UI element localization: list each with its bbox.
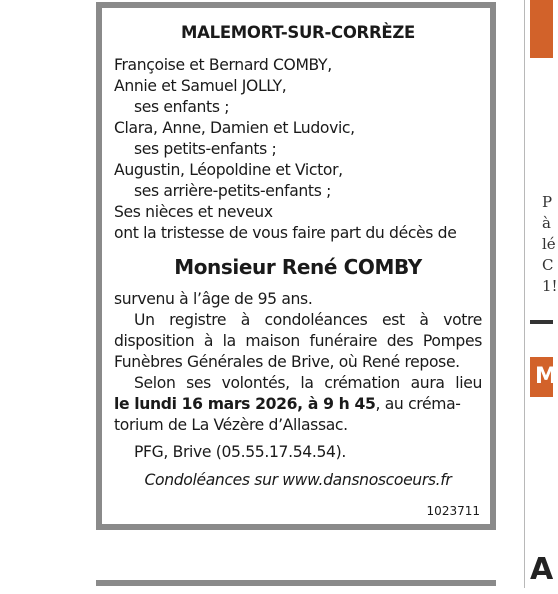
funeral-home-contact: PFG, Brive (05.55.17.54.54). xyxy=(134,443,346,461)
registry-line: Funèbres Générales de Brive, où René repose. xyxy=(114,353,460,371)
date-time-rest: , au créma- xyxy=(375,395,461,413)
adjacent-letter: C xyxy=(542,256,554,274)
adjacent-letter: 1! xyxy=(542,277,558,295)
registry-line: Un registre à condoléances est à votre xyxy=(134,311,482,329)
family-relation: ses arrière-petits-enfants ; xyxy=(134,182,331,200)
family-line: Françoise et Bernard COMBY, xyxy=(114,56,332,74)
deceased-name: Monsieur René COMBY xyxy=(174,255,422,279)
ceremony-date-time: le lundi 16 mars 2026, à 9 h 45 xyxy=(114,395,376,413)
announcement-line: ont la tristesse de vous faire part du décès de xyxy=(114,224,457,242)
venue-line: torium de La Vézère d’Allassac. xyxy=(114,416,348,434)
adjacent-letter: à xyxy=(542,214,551,232)
adjacent-heading-banner: M xyxy=(530,357,553,397)
family-line: Ses nièces et neveux xyxy=(114,203,273,221)
adjacent-orange-banner xyxy=(530,0,553,58)
wishes-line: Selon ses volontés, la crémation aura lieu xyxy=(134,374,482,392)
adjacent-letter: P xyxy=(542,193,553,211)
condolences-link[interactable]: Condoléances sur www.dansnoscoeurs.fr xyxy=(144,471,452,489)
adjacent-letter: lé xyxy=(542,235,556,253)
registry-line: disposition à la maison funéraire des Pompes xyxy=(114,332,482,350)
family-line: Clara, Anne, Damien et Ludovic, xyxy=(114,119,355,137)
family-line: Annie et Samuel JOLLY, xyxy=(114,77,287,95)
adjacent-bottom-letter: A xyxy=(530,552,554,587)
notice-town: MALEMORT-SUR-CORRÈZE xyxy=(181,23,415,42)
obituary-notice xyxy=(96,2,496,530)
family-relation: ses petits-enfants ; xyxy=(134,140,277,158)
next-notice-border xyxy=(96,580,496,594)
date-time-line xyxy=(114,394,482,415)
adjacent-rule xyxy=(530,320,553,324)
adjacent-column-text xyxy=(542,192,558,297)
family-line: Augustin, Léopoldine et Victor, xyxy=(114,161,343,179)
notice-body xyxy=(114,22,482,491)
family-relation: ses enfants ; xyxy=(134,98,230,116)
notice-reference: 1023711 xyxy=(426,504,480,518)
age-line: survenu à l’âge de 95 ans. xyxy=(114,290,313,308)
